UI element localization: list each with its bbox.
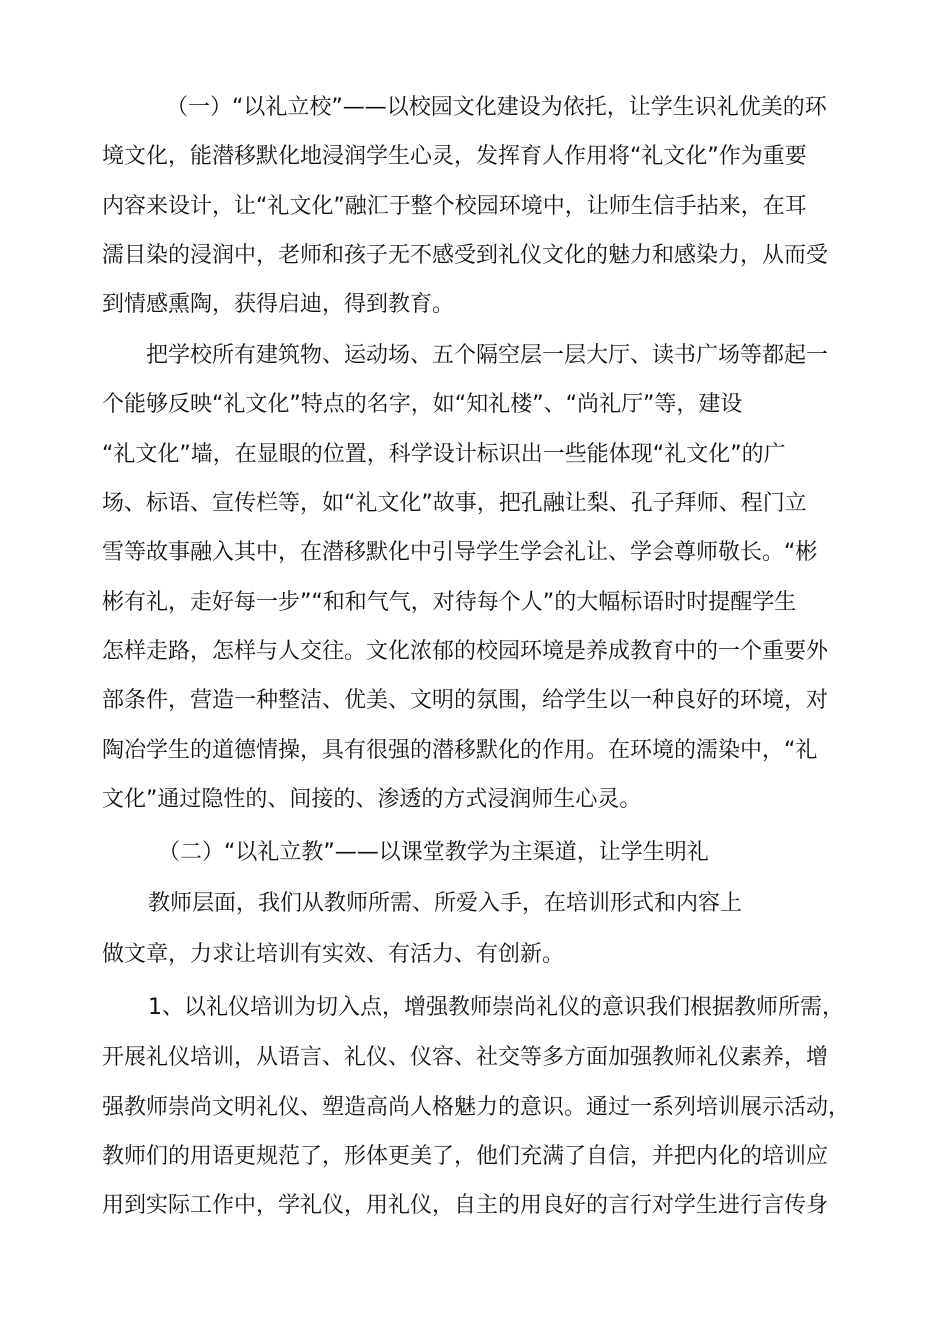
paragraph-line: 做文章，力求让培训有实效、有活力、有创新。	[102, 942, 565, 967]
paragraph-line: 部条件，营造一种整洁、优美、文明的氛围，给学生以一种良好的环境，对	[102, 688, 829, 713]
paragraph-line: “礼文化”墙，在显眼的位置，科学设计标识出一些能体现“礼文化”的广	[102, 442, 786, 467]
paragraph-line: 内容来设计，让“礼文化”融汇于整个校园环境中，让师生信手拈来，在耳	[102, 194, 807, 219]
paragraph-line: 场、标语、宣传栏等，如“礼文化”故事，把孔融让梨、孔子拜师、程门立	[102, 491, 807, 516]
paragraph-line: 1、以礼仪培训为切入点，增强教师崇尚礼仪的意识我们根据教师所需，	[148, 995, 844, 1020]
paragraph-line: 陶冶学生的道德情操，具有很强的潜移默化的作用。在环境的濡染中，“礼	[102, 738, 818, 763]
paragraph-line: 强教师崇尚文明礼仪、塑造高尚人格魅力的意识。通过一系列培训展示活动，	[102, 1095, 851, 1120]
paragraph-line: 文化”通过隐性的、间接的、渗透的方式浸润师生心灵。	[102, 787, 642, 812]
paragraph-line: 彬有礼，走好每一步”“和和气气，对待每个人”的大幅标语时时提醒学生	[102, 590, 797, 615]
paragraph-line: 雪等故事融入其中，在潜移默化中引导学生学会礼让、学会尊师敬长。“彬	[102, 540, 818, 565]
paragraph-line: 濡目染的浸润中，老师和孩子无不感受到礼仪文化的魅力和感染力，从而受	[102, 243, 829, 268]
paragraph-line: 境文化，能潜移默化地浸润学生心灵，发挥育人作用将“礼文化”作为重要	[102, 144, 807, 169]
paragraph-line: 开展礼仪培训，从语言、礼仪、仪容、社交等多方面加强教师礼仪素养，增	[102, 1045, 829, 1070]
paragraph-line: 怎样走路，怎样与人交往。文化浓郁的校园环境是养成教育中的一个重要外	[102, 639, 829, 664]
paragraph-line: 教师们的用语更规范了，形体更美了，他们充满了自信，并把内化的培训应	[102, 1144, 829, 1169]
paragraph-line: 到情感熏陶，获得启迪，得到教育。	[102, 292, 455, 317]
paragraph-line: 把学校所有建筑物、运动场、五个隔空层一层大厅、读书广场等都起一	[146, 343, 829, 368]
section-1-heading: （一）“以礼立校”——以校园文化建设为依托，让学生识礼优美的环	[166, 95, 827, 120]
paragraph-line: 个能够反映“礼文化”特点的名字，如“知礼楼”、“尚礼厅”等，建设	[102, 392, 743, 417]
paragraph-line: 教师层面，我们从教师所需、所爱入手，在培训形式和内容上	[148, 891, 743, 916]
section-2-heading: （二）“以礼立教”——以课堂教学为主渠道，让学生明礼	[158, 840, 709, 865]
paragraph-line: 用到实际工作中，学礼仪，用礼仪，自主的用良好的言行对学生进行言传身	[102, 1193, 829, 1218]
